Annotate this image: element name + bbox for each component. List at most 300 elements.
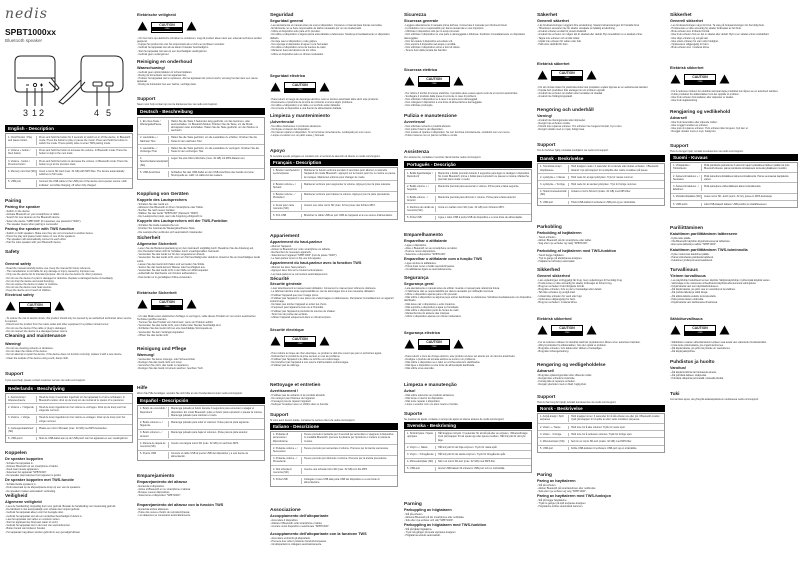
part-description: Tilslut USB-kablet til enhedens USB-port og en strømkilde.	[568, 201, 664, 204]
part-description: Maintenez enfoncé pour augmenter le volume. Appuyez pour la piste suivante.	[301, 183, 397, 189]
list-item: - Pour réduire le risque de choc électrique, ce produit ne doit être ouvert que par un technicien agréé.	[270, 352, 398, 355]
part-label: 1. Ein-/Aus-Taste / Wiedergabe/Pause	[140, 119, 162, 126]
description-table	[137, 117, 265, 180]
table-row	[538, 180, 664, 187]
subsection-heading: ¡Advertencia!	[270, 119, 295, 124]
section-heading: Seguridad	[270, 13, 294, 18]
warning-triangle-icon	[670, 71, 681, 89]
section-heading: Puhdistus ja huolto	[670, 360, 715, 365]
part-label: 3. Volume - / Vorige	[8, 416, 30, 420]
list-item: - Käytä laitetta vain lauhkeassa ilmastossa.	[670, 301, 798, 304]
list-item: - Utilisez l'appareil uniquement dans un climat tempéré.	[270, 316, 398, 319]
paragraph: Wenn Sie Hilfe benötigen, wenden Sie sich bitte an den Kundendienst unter nedis.com/support.	[137, 391, 243, 395]
part-label: 3. Volume - button / Previous button	[8, 159, 30, 166]
part-description: Tenere premuto per diminuire il volume. Premere per la traccia precedente.	[301, 457, 397, 463]
part-description: Branchez le câble USB au port USB de l'appareil et à une source d'alimentation.	[301, 214, 397, 217]
subsection-heading: Generel sikkerhed	[537, 273, 570, 278]
part-description: Tenere premuto il pulsante per 3 secondi per accendere o spegnere il dispositivo. In modalità Bluetooth: premere il pulsante per riprodurre o mettere in pausa la musica.	[301, 433, 397, 443]
caution-title: CAUTION	[285, 337, 315, 342]
language-section-header: Français - Description	[270, 159, 398, 166]
table-row	[671, 200, 797, 207]
subsection-heading: Emparejamiento del altavoz	[137, 479, 188, 484]
bullet-list	[670, 341, 798, 354]
section-heading: Support	[670, 144, 689, 149]
part-label: 5. Port USB	[273, 213, 287, 217]
list-item: - Sähköiskun vaaran vähentämiseksi tuotteen saa avata vain valtuutettu huoltoteknikko.	[670, 341, 798, 344]
list-item: - Verwenden Sie keine Lösungs- oder Scheuermittel.	[137, 358, 265, 361]
list-item: - Switch on the device.	[5, 210, 133, 213]
list-item: - Active el Bluetooth en su smartphone o tableta.	[137, 488, 265, 491]
list-item: - Slå på enheten.	[537, 484, 665, 487]
section-heading: Veiligheid	[5, 494, 28, 499]
bullet-list	[5, 210, 133, 226]
caution-label	[137, 18, 265, 36]
paragraph: Neem voor hulp contact op met de klantenservice via nedis.com/support.	[137, 102, 218, 106]
section-heading: Parning	[404, 502, 422, 507]
section-heading: Cleaning and maintenance	[5, 334, 66, 339]
description-table	[5, 133, 133, 189]
table-row	[271, 168, 397, 181]
lightning-triangle-icon	[453, 336, 464, 354]
subsection-heading: Avvertenza!	[404, 119, 426, 124]
list-item: - Do not connect the device to a damaged power source.	[5, 330, 133, 333]
section-heading: Paring	[537, 473, 552, 478]
language-section-header: Suomi - Kuvaus	[670, 154, 798, 161]
subsection-heading: Elektrisk säkerhet	[537, 62, 570, 66]
section-heading: Pairing	[5, 199, 22, 204]
part-label: 5. USB-portti	[673, 202, 688, 206]
list-item: - Não tente reparar o dispositivo.	[404, 400, 532, 403]
description-table	[670, 162, 798, 209]
bullet-list	[670, 253, 798, 263]
part-description: Mantenga pulsado para subir el volumen. Pulse para la pista siguiente.	[168, 421, 264, 427]
subsection-heading: Kaiuttimen pariliittäminen TWS-toiminnolla	[670, 248, 748, 252]
list-item: - Gebruik het apparaat niet als een onderdeel beschadigd of defect is.	[5, 515, 133, 518]
caution-title: CAUTION	[685, 326, 715, 331]
list-item: - Para reducir el riesgo de descarga eléctrica, solo un técnico autorizado debe abrir este producto.	[270, 98, 398, 101]
caution-subtitle: RISK OF ELECTRIC SHOCK DO NOT OPEN	[553, 75, 581, 79]
table-row	[405, 170, 531, 183]
part-label: 3. Volym - / Föregående	[407, 452, 434, 456]
bullet-list	[137, 358, 265, 371]
subsection-heading: Parkoppling av högtalaren med TWS-funktion	[404, 523, 487, 527]
list-item: - No utilice disolventes ni productos abrasivos.	[270, 125, 398, 128]
list-item: - Do not use the device if a part is damaged or defective. Replace a damaged device immediately.	[5, 277, 133, 280]
caution-subtitle: RISK OF ELECTRIC SHOCK DO NOT OPEN	[686, 330, 714, 334]
description-table	[404, 169, 532, 222]
part-description: Halten Sie die Taste gedrückt, um die Lautstärke zu verringern. Drücken Sie die Taste für den vorherigen Titel.	[168, 147, 264, 153]
list-item: - Reinig de buitenkant met een zachte, vochtige doek.	[137, 83, 265, 86]
subsection-heading: Appariement du haut-parleur	[270, 239, 323, 244]
subsection-heading: Algemene veiligheid	[5, 500, 42, 504]
list-item: - Non pulire l'interno del dispositivo.	[404, 128, 532, 131]
list-item: - Não utilize uma extensão.	[404, 367, 532, 370]
list-item: - Limpe o exterior com um pano macio e húmido.	[404, 403, 532, 406]
list-item: - Tab ikke enheden og undgå stød.	[537, 291, 665, 294]
list-item: - No exponga el dispositivo al agua ni a la humedad.	[270, 43, 398, 46]
part-label: 4. Hukommelseskortstik (SD)	[540, 190, 567, 197]
caution-box	[151, 299, 183, 310]
section-heading: Sikkerhet	[670, 13, 692, 18]
part-description: Sluit de USB-kabel aan op de USB-poort van het apparaat en een voedingsbron.	[36, 437, 132, 440]
part-description: Insérez une carte micro SD (max. 32 Go) avec des fichiers MP3.	[301, 204, 397, 210]
table-row	[138, 450, 264, 460]
list-item: - Drücken Sie zweimal die Wiedergabe/Pause-Taste.	[137, 227, 265, 230]
list-item: - Gebruik geen verlengsnoer.	[137, 53, 265, 56]
table-row	[538, 198, 664, 205]
part-label: 5. Porta USB	[407, 216, 422, 220]
list-item: - Gebruik het apparaat alleen voor het beoogde doel.	[5, 511, 133, 514]
bullet-list	[670, 90, 798, 103]
section-heading: Assistenza	[404, 150, 430, 155]
subsection-heading: Varoitus!	[670, 365, 687, 370]
part-description: Legen Sie eine Micro-SD-Karte (max. 32 GB) mit MP3-Dateien ein.	[168, 157, 264, 167]
list-item: - Scollegare il prodotto dalla presa di corrente in caso di problemi.	[404, 95, 532, 98]
subsection-heading: Varning!	[537, 113, 553, 118]
caution-title: CAUTION	[419, 340, 449, 345]
list-item: - Le fabricant décline toute responsabilité en cas de dommages dus à une mauvaise utilisation.	[270, 290, 398, 293]
subsection-heading: Appariement du haut-parleur avec la fonction TWS	[270, 261, 362, 266]
list-item: - Använd inte enheten om kabeln eller kontakten är skadad.	[537, 92, 665, 95]
list-item: - Lisez attentivement le manuel avant utilisation. Conservez le manuel pour référence ultérieure.	[270, 287, 398, 290]
list-item: - Stel het apparaat niet bloot aan water of vocht.	[5, 521, 133, 524]
bullet-list	[5, 267, 133, 293]
list-item: - Do not attempt to repair the device. If the device does not function correctly, replace it with a new device.	[5, 353, 133, 356]
list-item: - Ligue ambos os altifalantes.	[404, 262, 532, 265]
subsection-heading: Accoppiamento dell'altoparlante con la funzione TWS	[270, 532, 367, 536]
list-item: - Only use the device for its intended purpose. Do not use the device for other purposes.	[5, 273, 133, 276]
part-description: Schließen Sie das USB-Kabel an den USB-Anschluss des Geräts und eine Stromquelle an. LED: rot während des Ladens.	[168, 171, 264, 177]
manual-column	[537, 0, 665, 567]
part-label: 4. Fente pour carte mémoire (SD)	[273, 203, 295, 210]
bullet-list	[404, 244, 532, 257]
list-item: - Tryck två gånger på spela upp/paus-knappen.	[404, 531, 532, 534]
language-section-header: Español - Descripción	[137, 397, 265, 404]
list-item: - Versuchen Sie nicht, das Gerät zu reparieren.	[137, 364, 265, 367]
section-heading: Limpeza e manutenção	[404, 383, 457, 388]
list-item: - Appuyez deux fois sur le bouton lecture/pause.	[270, 269, 398, 272]
table-row	[6, 134, 132, 147]
part-label: 3. Botão volume - / Anterior	[407, 195, 428, 202]
list-item: - Le haut-parleur émet un bip une fois appairé.	[270, 257, 398, 260]
bullet-list	[5, 483, 133, 493]
list-item: - Ikke bruk løsemidler eller slipende midler.	[670, 121, 798, 124]
list-item: - Sélectionnez l'appareil "SPBT1000" (mot de passe "0000").	[270, 254, 398, 257]
list-item: - Pulire l'esterno con un panno morbido e umido.	[404, 134, 532, 137]
table-row	[538, 173, 664, 180]
nedis-logo: nedis	[5, 6, 48, 22]
subsection-heading: Parkobling af højttaleren med TWS-funktion	[537, 249, 617, 253]
list-item: - Ikke bruk enheten hvis en del er skadet eller defekt. Bytt ut en skadet enhet umiddelbart.	[670, 33, 798, 36]
list-item: - Koppla bort produkten från eluttaget om ett problem uppstår.	[537, 89, 665, 92]
list-item: - Um das Risiko eines elektrischen Schlags zu verringern, sollte dieses Produkt nur von einem autorisierten Techniker geöffnet werden.	[137, 315, 265, 321]
section-heading: Support	[537, 143, 556, 148]
caution-subtitle: RISK OF ELECTRIC SHOCK DO NOT OPEN	[286, 87, 314, 91]
list-item: - Højttalerne forbindes automatisk.	[537, 260, 665, 263]
subsection-heading: Koppeln des Lautsprechers mit der TWS-Funktion	[137, 219, 228, 224]
part-label: 2. Lautstärke + / Nächster Titel	[140, 136, 158, 143]
table-row	[671, 163, 797, 172]
table-row	[271, 465, 397, 475]
part-description: Insert a micro SD card (max. 32 GB) with MP3 files. The device automatically switches to SD mode.	[36, 170, 132, 176]
table-row	[671, 193, 797, 200]
list-item: - N'utilisez pas de rallonge.	[270, 364, 398, 367]
subsection-heading: Pairing the speaker	[5, 205, 41, 209]
description-table	[270, 167, 398, 220]
list-item: - Koppel het product los van het stopcontact als er zich een probleem voordoet.	[137, 43, 265, 46]
part-description: Anslut USB-kabeln till enhetens USB-port och en strömkälla.	[435, 467, 531, 470]
table-row	[671, 172, 797, 182]
list-item: - Trykk to ganger på spill av/pause-knappen.	[537, 502, 665, 505]
list-item: - Aktivér Bluetooth på din smartphone eller tablet.	[537, 239, 665, 242]
bullet-list	[137, 224, 265, 234]
list-item: - The speaker beeps when pairing is successful.	[5, 223, 133, 226]
section-heading: Safety	[5, 250, 20, 255]
paragraph: Om du behöver hjälp, kontakta kundtjänst via nedis.com/support.	[537, 148, 609, 152]
manual-column	[404, 0, 532, 567]
list-item: - Os altifalantes ligam-se automaticamente.	[404, 268, 532, 271]
bullet-list	[404, 287, 532, 319]
part-label: 5. Puerto USB	[140, 452, 156, 456]
bullet-list	[270, 287, 398, 319]
subsection-heading: Emparejamiento del altavoz con la función TWS	[137, 503, 224, 507]
table-row	[538, 430, 664, 437]
list-item: - Leggere attentamente il manuale prima dell'uso. Conservare il manuale per riferimenti futuri.	[404, 24, 532, 27]
part-description: Halten Sie die Taste gedrückt, um die Lautstärke zu erhöhen. Drücken Sie die Taste für den nächsten Titel.	[168, 136, 264, 142]
part-description: Tenere premuto per aumentare il volume. Premere per la traccia successiva.	[301, 447, 397, 453]
list-item: - Ikke rengjør innsiden av enheten.	[670, 124, 798, 127]
language-section-header: Norsk - Beskrivelse	[537, 405, 665, 412]
table-row	[138, 118, 264, 134]
part-description: Pidä painiketta painettuna 3 sekunnin ajan kytkeäksesi laitteen päälle tai pois. Bluetooth-tilassa: paina painiketta toistaaksesi tai keskeyttääksesi musiikin.	[701, 164, 797, 170]
list-item: - Pulse dos veces el botón de reproducir/pausa.	[137, 511, 265, 514]
table-row	[538, 445, 664, 452]
subsection-heading: Sicurezza generale	[404, 19, 439, 23]
caution-label	[670, 322, 798, 340]
table-row	[538, 437, 664, 444]
caution-title: CAUTION	[552, 326, 582, 331]
caution-subtitle: RISK OF ELECTRIC SHOCK DO NOT OPEN	[420, 81, 448, 85]
warning-triangle-icon	[537, 322, 548, 340]
list-item: - Rengør ikke enhedens inderside.	[537, 377, 665, 380]
list-item: - No intente reparar el dispositivo. Si no funciona correctamente, sustitúyalo por uno nuevo.	[270, 131, 398, 134]
bullet-list	[404, 24, 532, 53]
part-label: 3. Lydstyrke - / Forrige	[540, 182, 565, 186]
bullet-list	[137, 37, 265, 56]
list-item: - To reduce the risk of electric shock, this product should only be opened by an authorized technician when service is required.	[5, 317, 133, 323]
lightning-triangle-icon	[586, 67, 597, 85]
part-label: 2. Volum + / Neste	[540, 425, 561, 429]
table-row	[6, 178, 132, 188]
caution-box	[151, 22, 183, 33]
list-item: - Disconnect the product from the mains outlet and other equipment if a problem should occur.	[5, 323, 133, 326]
list-item: - Do not use the device if the cable or plug is damaged.	[5, 327, 133, 330]
part-description: Connect the USB cable to the USB port of the device and a power source. LED indicator: red while charging; off when fully charged.	[36, 180, 132, 186]
list-item: - Rengør ydersiden med en blød, fugtig klud.	[537, 383, 665, 386]
caution-subtitle: RISK OF ELECTRIC SHOCK DO NOT OPEN	[553, 330, 581, 334]
list-item: - Pair the main speaker with your Bluetooth device.	[5, 241, 133, 244]
list-item: - Busque nuevos dispositivos.	[137, 491, 265, 494]
section-heading: Pulizia e manutenzione	[404, 114, 457, 119]
list-item: - Kytke molemmat kaiuttimet päälle.	[670, 253, 798, 256]
part-label: 1. Av/på-knapp / Spill av/pause	[540, 415, 564, 422]
list-item: - Allumez l'appareil.	[270, 245, 398, 248]
part-label: 2. Volym + / Nästa	[407, 445, 428, 449]
list-item: - Verwenden Sie das Gerät nicht, wenn Kabel oder Stecker beschädigt sind.	[137, 324, 265, 327]
list-item: - Não utilize solventes ou produtos abrasivos.	[404, 394, 532, 397]
part-description: Conecte el cable USB al puerto USB del dispositivo y a una fuente de alimentación.	[168, 452, 264, 458]
list-item: - Älä käytä laitetta, jos jokin osa on vaurioitunut tai viallinen.	[670, 288, 798, 291]
caution-subtitle: RISK OF ELECTRIC SHOCK DO NOT OPEN	[153, 304, 181, 308]
part-description: Press and hold the button to decrease the volume. In Bluetooth mode: Press the button to go to the previous track.	[36, 160, 132, 166]
part-label: 2. Pulsante volume + / Successivo	[273, 446, 298, 453]
list-item: - Kaiuttimet yhdistyvät automaattisesti.	[670, 259, 798, 262]
list-item: - Slå på enheten.	[404, 513, 532, 516]
section-heading: Support	[137, 97, 156, 102]
subsection-heading: Aviso!	[404, 388, 416, 393]
list-item: - Brug ikke forlængerledning.	[537, 350, 665, 353]
speaker-side-icon	[81, 56, 123, 92]
subsection-heading: Sécurité générale	[270, 282, 302, 287]
description-table	[537, 163, 665, 206]
language-section-header: Deutsch - Beschreibung	[137, 108, 265, 115]
list-item: - Leia atentamente o manual antes de utilizar. Guarde o manual para referência futura.	[404, 287, 532, 290]
list-item: - Cercare nuovi dispositivi e selezionare "SPBT1000".	[270, 525, 398, 528]
list-item: - Brug kun enheden i moderat klima.	[537, 301, 665, 304]
list-item: - Suchen Sie nach neuen Geräten.	[137, 209, 265, 212]
list-item: - Använd enheten endast för avsett ändamål.	[537, 30, 665, 33]
list-item: - Læs vejledningen omhyggeligt før brug. Gem vejledningen til fremtidig brug.	[537, 279, 665, 282]
part-description: Houd de knop 3 seconden ingedrukt om het apparaat in of uit te schakelen. In Bluetooth-modus: druk op de knop om de muziek af te spelen of te pauzeren.	[36, 396, 132, 402]
section-heading: Rengjøring og vedlikehold	[670, 110, 731, 115]
part-description: Inserte una tarjeta micro SD (máx. 32 GB) con archivos MP3.	[168, 442, 264, 448]
subsection-heading: General safety	[5, 262, 32, 266]
bullet-list	[537, 499, 665, 509]
part-label: 2. Lydstyrke + / Næste	[540, 175, 565, 179]
subsection-heading: Elektrische veiligheid	[137, 13, 176, 17]
part-label: 3. Äänenvoimakkuus - / Edellinen	[673, 184, 700, 192]
list-item: - Gebruik het apparaat niet als de kabel of stekker beschadigd is.	[137, 46, 265, 49]
section-heading: Suporte	[404, 412, 423, 417]
list-item: - Pidä poissa lasten ulottuvilta.	[670, 298, 798, 301]
caution-box	[684, 74, 716, 85]
part-description: Inserire una scheda micro SD (max. 32 GB) con file MP3.	[301, 468, 397, 474]
list-item: - Probeer het apparaat niet te repareren. Als het apparaat niet correct werkt, vervang het dan door een nieuw apparaat.	[137, 77, 265, 83]
bullet-list	[137, 315, 265, 337]
subsection-heading: Elektrisk sikkerhed	[537, 317, 572, 321]
caution-label	[5, 298, 133, 316]
list-item: - Tenir hors de portée des enfants.	[270, 313, 398, 316]
list-item: - Lue käyttöohje huolellisesti ennen käyttöä. Säilytä käyttöohje myöhempää käyttöä varten.	[670, 279, 798, 282]
part-label: 3. Lautstärke - / Vorheriger Titel	[140, 146, 158, 153]
list-item: - Schakel het apparaat in.	[5, 462, 133, 465]
part-label: 2. Volume + / Volgende	[8, 405, 34, 409]
manual-column	[137, 0, 265, 567]
bullet-list	[137, 247, 265, 279]
table-row	[405, 450, 531, 457]
table-row	[405, 214, 531, 221]
subsection-heading: Pairing the speaker with TWS function	[5, 226, 75, 231]
lightning-triangle-icon	[319, 79, 330, 97]
section-heading: Reiniging en onderhoud	[137, 60, 193, 65]
section-heading: Segurança	[404, 276, 429, 281]
bullet-list	[670, 371, 798, 381]
list-item: - Älä käytä jatkojohtoa.	[670, 350, 798, 353]
part-description: Håll intryckt för att höja volymen. Tryck för nästa spår.	[435, 446, 531, 449]
list-item: - Der Hersteller haftet nicht für Schäden durch unsachgemäßen Gebrauch.	[137, 250, 265, 253]
subsection-heading: Koppeln des Lautsprechers	[137, 197, 188, 202]
lightning-triangle-icon	[186, 296, 197, 314]
paragraph: Per assistenza, contattare il servizio clienti tramite nedis.com/support.	[404, 155, 482, 159]
description-table	[270, 431, 398, 487]
list-item: - Rengör inte enhetens insida.	[537, 122, 665, 125]
subsection-heading: Avertissement !	[270, 388, 299, 393]
part-label: 3. Volum - / Forrige	[540, 432, 562, 436]
list-item: - Zoek naar nieuwe apparaten.	[5, 468, 133, 471]
list-item: - Älä puhdista laitteen sisäpuolta.	[670, 374, 798, 377]
table-row	[271, 180, 397, 190]
list-item: - El fabricante no se hace responsable de daños causados por un uso inadecuado.	[270, 27, 398, 30]
product-model: SPBT1000xx	[5, 27, 57, 37]
caution-box	[418, 339, 450, 350]
part-description: Press and hold the button for 3 seconds to switch on or off the device. In Bluetooth mode: Press the button to play or pause the music. Press and hold the button to switch the mode. Press quickly twice to enter TWS pairing mode.	[36, 136, 132, 146]
table-row	[6, 147, 132, 157]
bullet-list	[137, 203, 265, 219]
part-label: 4. Ranura de tarjeta de memoria (SD)	[140, 441, 166, 448]
section-heading: Parkobling	[537, 225, 562, 230]
section-heading: Koppelen	[5, 451, 27, 456]
part-description: Mantenha o botão premido durante 3 segundos para ligar ou desligar o dispositivo. No modo Bluetooth: prima o botão para reproduzir ou pausar a música. Mantenha premido para mudar o modo.	[435, 172, 531, 182]
list-item: - Premere due volte il pulsante riproduzione/pausa.	[270, 540, 398, 543]
subsection-heading: Seguridad eléctrica	[270, 74, 306, 78]
section-heading: Turvallisuus	[670, 268, 698, 273]
part-description: Håll intryckt för att sänka volymen. Tryck för föregående spår.	[435, 453, 531, 456]
list-item: - Utilize o dispositivo apenas para o fim previsto.	[404, 293, 532, 296]
speaker-illustration	[5, 50, 133, 122]
list-item: - Etsi uusia laitteita ja valitse "SPBT1000".	[670, 243, 798, 246]
section-heading: Appariement	[270, 234, 300, 239]
subsection-heading: Parkoppling av högtalaren	[404, 507, 452, 512]
list-item: - Allumez les deux haut-parleurs.	[270, 266, 398, 269]
paragraph: If you need help, please contact customer service via nedis.com/support.	[5, 379, 86, 382]
part-label: 4. Minneskortplats (SD)	[407, 460, 434, 464]
list-item: - Seleccione el dispositivo "SPBT1000".	[137, 494, 265, 497]
caution-title: CAUTION	[419, 77, 449, 82]
section-heading: Support	[537, 395, 556, 400]
list-item: - De speakers maken automatisch verbinding.	[5, 490, 133, 493]
bullet-list	[537, 374, 665, 387]
list-item: - Irrota tuote pistorasiasta, jos ongelmia ilmenee.	[670, 344, 798, 347]
list-item: - Aktivera Bluetooth på din smartphone eller surfplatta.	[404, 516, 532, 519]
bullet-list	[270, 24, 398, 56]
bullet-list	[537, 341, 665, 354]
list-item: - Lea atentamente el manual antes de usar el dispositivo. Conserve el manual para futuras consultas.	[270, 24, 398, 27]
section-heading: Emparejamiento	[137, 474, 175, 479]
part-description: Hold knappen nede i 3 sekunder for at tænde eller slukke enheden. I Bluetooth-tilstand: tryk på knappen for at afspille eller sætte musikken på pause.	[568, 165, 664, 171]
list-item: - Les haut-parleurs se connectent automatiquement.	[270, 273, 398, 276]
part-label: 4. Memory card slot (SD)	[8, 169, 36, 173]
list-item: - Forsøg ikke at reparere enheden.	[537, 380, 665, 383]
list-item: - Slå på båda högtalarna.	[404, 528, 532, 531]
list-item: - Reinigen Sie das Gerät nicht von innen.	[137, 361, 265, 364]
list-item: - Tillverkaren ansvarar inte för skador orsakade av felaktig användning.	[537, 27, 665, 30]
part-description: Hold nede for at øge lydstyrken. Tryk for næste nummer.	[568, 176, 664, 179]
list-item: - Ikke bruk skjøteledning.	[670, 99, 798, 102]
section-heading: Sicherheit	[137, 236, 161, 241]
section-heading: Support	[270, 413, 289, 418]
paragraph: Hvis du har brug for hjælp, kontakt kundeservice via nedis.com/support.	[537, 400, 617, 404]
table-row	[271, 444, 397, 454]
